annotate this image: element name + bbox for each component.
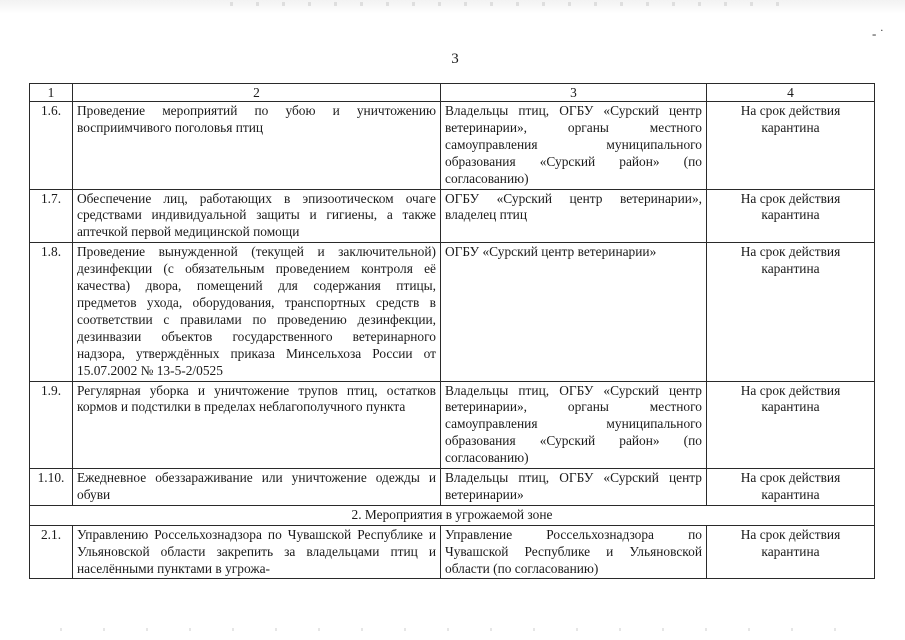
row-term: На срок действия карантина <box>707 189 875 243</box>
row-number: 2.1. <box>30 525 73 579</box>
header-col-4: 4 <box>707 84 875 102</box>
row-responsible: ОГБУ «Сурский центр ветеринарии», владелец птиц <box>441 189 707 243</box>
row-action: Проведение мероприятий по убою и уничтожению восприимчивого поголовья птиц <box>73 102 441 190</box>
row-term: На срок действия карантина <box>707 102 875 190</box>
row-action: Ежедневное обеззараживание или уничтожение одежды и обуви <box>73 469 441 506</box>
row-responsible: ОГБУ «Сурский центр ветеринарии» <box>441 243 707 381</box>
section-header-row <box>30 505 875 525</box>
row-action: Управлению Россельхознадзора по Чувашской Республике и Ульяновской области закрепить за владельцами птиц и населёнными пунктами в угрожа- <box>73 525 441 579</box>
row-term: На срок действия карантина <box>707 525 875 579</box>
scan-artifact-dots <box>230 2 790 6</box>
measures-table <box>29 83 875 579</box>
row-term: На срок действия карантина <box>707 469 875 506</box>
row-responsible: Владельцы птиц, ОГБУ «Сурский центр ветеринарии» <box>441 469 707 506</box>
row-number: 1.8. <box>30 243 73 381</box>
table-row <box>30 381 875 469</box>
header-col-3: 3 <box>441 84 707 102</box>
row-responsible: Владельцы птиц, ОГБУ «Сурский центр ветеринарии», органы местного самоуправления муниципального образования «Сурский район» (по согласованию) <box>441 102 707 190</box>
corner-mark: - ˙ <box>872 26 884 41</box>
row-action: Обеспечение лиц, работающих в эпизоотическом очаге средствами индивидуальной защиты и гигиены, а также аптечкой первой медицинской помощи <box>73 189 441 243</box>
row-responsible: Владельцы птиц, ОГБУ «Сурский центр ветеринарии», органы местного самоуправления муниципального образования «Сурский район» (по согласованию) <box>441 381 707 469</box>
table-row <box>30 102 875 190</box>
row-number: 1.10. <box>30 469 73 506</box>
scan-artifact-bottom <box>60 628 860 631</box>
row-number: 1.7. <box>30 189 73 243</box>
header-col-2: 2 <box>73 84 441 102</box>
table-row <box>30 243 875 381</box>
table-row <box>30 189 875 243</box>
row-responsible: Управление Россельхознадзора по Чувашской Республике и Ульяновской области (по согласованию) <box>441 525 707 579</box>
header-col-1: 1 <box>30 84 73 102</box>
row-action: Проведение вынужденной (текущей и заключительной) дезинфекции (с обязательным проведением контроля её качества) двора, помещений для содержания птицы, предметов ухода, оборудования, транспортных средств в соответствии с правилами по проведению дезинфекции, дезинвазии объектов государственного ветеринарного надзора, утверждённых приказа Минсельхоза России от 15.07.2002 № 13-5-2/0525 <box>73 243 441 381</box>
section-title: 2. Мероприятия в угрожаемой зоне <box>30 505 875 525</box>
table-row <box>30 469 875 506</box>
row-term: На срок действия карантина <box>707 243 875 381</box>
table-header-row <box>30 84 875 102</box>
row-number: 1.6. <box>30 102 73 190</box>
page-number: 3 <box>451 51 459 67</box>
row-action: Регулярная уборка и уничтожение трупов птиц, остатков кормов и подстилки в пределах неблагополучного пункта <box>73 381 441 469</box>
table-row <box>30 525 875 579</box>
row-number: 1.9. <box>30 381 73 469</box>
row-term: На срок действия карантина <box>707 381 875 469</box>
